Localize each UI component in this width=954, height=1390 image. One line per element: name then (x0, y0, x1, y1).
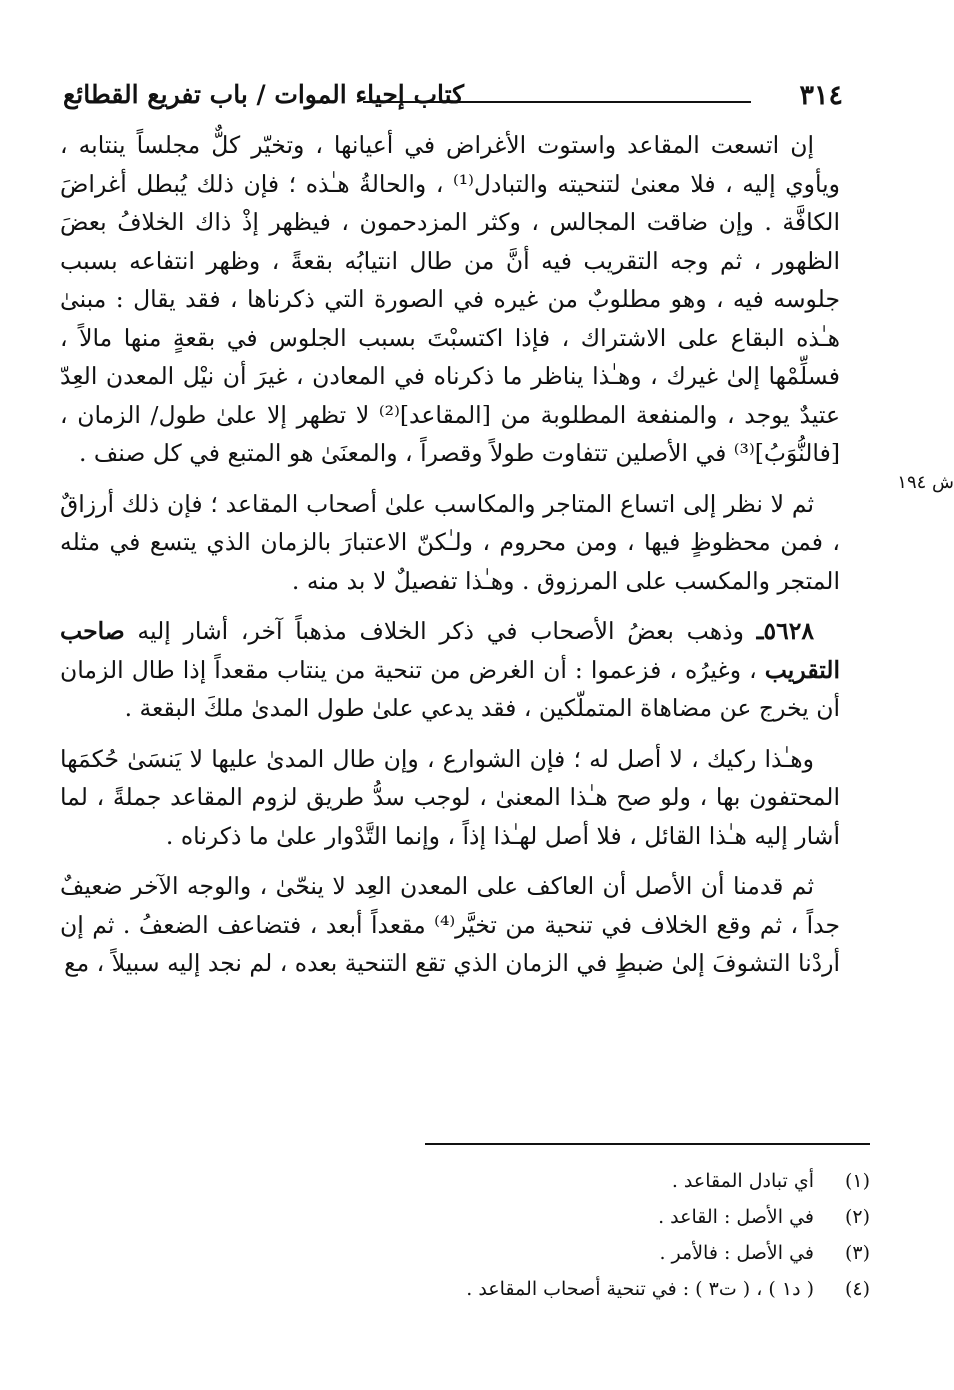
page-header (63, 80, 843, 116)
main-text (60, 126, 840, 983)
paragraph-4: وهـٰذا ركيك ، لا أصل له ؛ فإن الشوارع ، وإن طال المدىٰ عليها لا يَنسَىٰ حُكمَها المحتفون بها ، ولو صح هـٰذا المعنىٰ ، لوجب سدُّ طريق لزوم المقاعد جملةً ، لما أشار إليه هـٰذا القائل ، فلا أصل لهـٰذا إذاً ، وإنما التَّدْوار علىٰ ما ذكرناه . (60, 744, 840, 850)
footnote-separator (425, 1143, 870, 1145)
paragraph-3-text-a: وذهب بعضُ الأصحاب في ذكر الخلاف مذهباً آخر، أشار إليه (124, 617, 757, 645)
footnote-number: (٢) (844, 1206, 870, 1228)
footnotes (420, 1163, 870, 1307)
footnote-item (420, 1199, 870, 1235)
section-number: ٥٦٢٨ـ (756, 617, 814, 645)
footnote-number: (٤) (844, 1278, 870, 1300)
running-title: كتاب إحياء الموات / باب تفريع القطائع (63, 80, 465, 109)
footnote-item (420, 1163, 870, 1199)
footnote-number: (١) (844, 1170, 870, 1192)
paragraph-3-text-b: ، وغيرُه ، فزعموا : أن الغرض من تنحية من ينتاب مقعداً إذا طال الزمان أن يخرج عن مضاهاة المتملّكين ، فقد يدعي علىٰ طول المدىٰ ملكَ البقعة . (60, 655, 840, 722)
cited-work: صاحب التقريب (60, 617, 840, 684)
margin-reference: ش ١٩٤ (897, 472, 954, 493)
paragraph-1: إن اتسعت المقاعد واستوت الأغراض في أعيانها ، وتخيّر كلٌّ مجلساً ينتابه ، ويأوي إليه ، فلا معنىٰ لتنحيته والتبادل⁽¹⁾ ، والحالةُ هـٰذه ؛ فإن ذلك يُبطل أغراضَ الكافَّة . وإن ضاقت المجالس ، وكثر المزدحمون ، فيظهر إذْ ذاك الخلافُ بعضَ الظهور ، ثم وجه التقريب فيه أنَّ من طال انتيابُه بقعةً ، وظهر انتفاعه بسبب جلوسه فيه ، وهو مطلوبٌ من غيره في الصورة التي ذكرناها ، فقد يقال : مبنىٰ هـٰذه البقاع على الاشتراك ، فإذا اكتسبْتَ بسبب الجلوس في بقعةٍ منها مالاً ، فسلِّمْها إلىٰ غيرك ، وهـٰذا يناظر ما ذكرناه في المعادن ، غيرَ أن نيْل المعدن العِدّ عتيدٌ يوجد ، والمنفعة المطلوبة من [المقاعد]⁽²⁾ لا تظهر إلا علىٰ طول/ الزمان ، [فالنُّوَبُ]⁽³⁾ في الأصلين تتفاوت طولاً وقصراً ، والمعنَىٰ هو المتبع في كل صنف . (60, 131, 841, 467)
footnote-text: في الأصل : فالأمر . (659, 1242, 814, 1264)
footnote-number: (٣) (844, 1242, 870, 1264)
footnote-item (420, 1271, 870, 1307)
footnote-text: أي تبادل المقاعد . (671, 1170, 814, 1192)
paragraph-5: ثم قدمنا أن الأصل أن العاكف على المعدن العِد لا ينحّىٰ ، والوجه الآخر ضعيفٌ جداً ، ثم وقع الخلاف في تنحية من تخيَّر⁽⁴⁾ مقعداً أبعد ، فتضاعف الضعفُ . ثم إن أردْنا التشوفَ إلىٰ ضبطٍ في الزمان الذي تقع التنحية بعده ، لم نجد إليه سبيلاً ، مع (60, 872, 841, 977)
paragraph-3 (60, 612, 840, 728)
footnote-text: في الأصل : القاعد . (658, 1206, 814, 1228)
footnote-item (420, 1235, 870, 1271)
footnote-text: ( د١ ) ، ( ت٣ ) : في تنحية أصحاب المقاعد . (466, 1278, 814, 1300)
paragraph-2: ثم لا نظر إلى اتساع المتاجر والمكاسب علىٰ أصحاب المقاعد ؛ فإن ذلك أرزاقٌ ، فمن محظوظٍ فيها ، ومن محروم ، ولـٰكنّ الاعتبارَ بالزمان الذي يتسع في مثله المتجر والمكسب على المرزوق . وهـٰذا تفصيلٌ لا بد منه . (60, 489, 840, 595)
page-number: ٣١٤ (799, 80, 843, 111)
